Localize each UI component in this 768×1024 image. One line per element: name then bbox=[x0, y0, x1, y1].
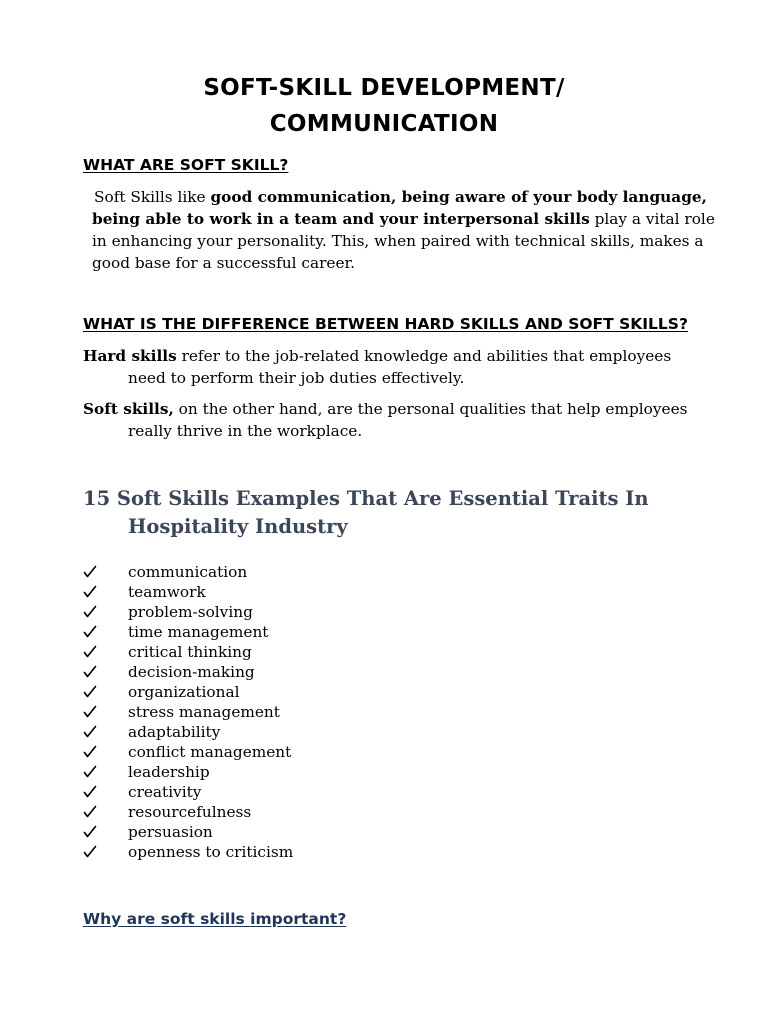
skill-label: communication bbox=[128, 563, 248, 581]
checkmark-icon bbox=[83, 582, 97, 602]
intro-line-1 bbox=[92, 186, 715, 208]
checkmark-icon bbox=[83, 722, 97, 742]
checkmark-icon bbox=[83, 622, 97, 642]
intro-paragraph bbox=[92, 186, 715, 274]
skill-label: stress management bbox=[128, 703, 280, 721]
examples-title-line-1: 15 Soft Skills Examples That Are Essential Traits In bbox=[83, 487, 649, 510]
skill-label: creativity bbox=[128, 783, 202, 801]
checkmark-icon bbox=[83, 822, 97, 842]
hard-skills-definition bbox=[83, 345, 723, 389]
examples-section-title bbox=[83, 485, 649, 541]
intro-line-2-plain: play a vital role bbox=[589, 210, 715, 228]
skill-label: resourcefulness bbox=[128, 803, 252, 821]
skill-label: decision-making bbox=[128, 663, 255, 681]
document-title-line-1: SOFT-SKILL DEVELOPMENT/ bbox=[203, 75, 565, 101]
skill-label: teamwork bbox=[128, 583, 206, 601]
checkmark-icon bbox=[83, 802, 97, 822]
checkmark-icon bbox=[83, 702, 97, 722]
hard-skills-term: Hard skills bbox=[83, 347, 177, 365]
soft-skills-line-1: on the other hand, are the personal qualities that help employees bbox=[173, 400, 688, 418]
intro-line-4: good base for a successful career. bbox=[92, 254, 356, 272]
intro-line-2 bbox=[92, 208, 715, 230]
checkmark-icon bbox=[83, 562, 97, 582]
hard-skills-line-2: need to perform their job duties effectively. bbox=[128, 369, 465, 387]
skill-label: problem-solving bbox=[128, 603, 253, 621]
document-title-line-2: COMMUNICATION bbox=[269, 111, 499, 137]
checkmark-icon bbox=[83, 602, 97, 622]
intro-line-3: in enhancing your personality. This, when paired with technical skills, makes a bbox=[92, 232, 704, 250]
checkmark-icon bbox=[83, 682, 97, 702]
skill-label: time management bbox=[128, 623, 269, 641]
hard-skills-line-1: refer to the job-related knowledge and abilities that employees bbox=[176, 347, 672, 365]
heading-why-important: Why are soft skills important? bbox=[83, 910, 347, 928]
checkmark-icon bbox=[83, 782, 97, 802]
skill-label: organizational bbox=[128, 683, 240, 701]
checkmark-icon bbox=[83, 662, 97, 682]
heading-difference: WHAT IS THE DIFFERENCE BETWEEN HARD SKILLS AND SOFT SKILLS? bbox=[83, 315, 688, 333]
checkmark-icon bbox=[83, 842, 97, 862]
checkmark-icon bbox=[83, 642, 97, 662]
heading-what-are-soft-skill: WHAT ARE SOFT SKILL? bbox=[83, 156, 289, 174]
soft-skills-line-2: really thrive in the workplace. bbox=[128, 422, 363, 440]
skill-label: critical thinking bbox=[128, 643, 252, 661]
checkmark-icon bbox=[83, 742, 97, 762]
skill-label: conflict management bbox=[128, 743, 292, 761]
intro-line-2-bold: being able to work in a team and your interpersonal skills bbox=[92, 210, 590, 228]
skill-label: openness to criticism bbox=[128, 843, 294, 861]
soft-skills-definition bbox=[83, 398, 723, 442]
skill-label: persuasion bbox=[128, 823, 213, 841]
skill-label: adaptability bbox=[128, 723, 221, 741]
soft-skills-term: Soft skills, bbox=[83, 400, 174, 418]
examples-title-line-2: Hospitality Industry bbox=[128, 515, 348, 538]
intro-line-1-bold: good communication, being aware of your body language, bbox=[210, 188, 707, 206]
checkmark-icon bbox=[83, 762, 97, 782]
intro-line-1-plain: Soft Skills like bbox=[94, 188, 211, 206]
skill-label: leadership bbox=[128, 763, 210, 781]
